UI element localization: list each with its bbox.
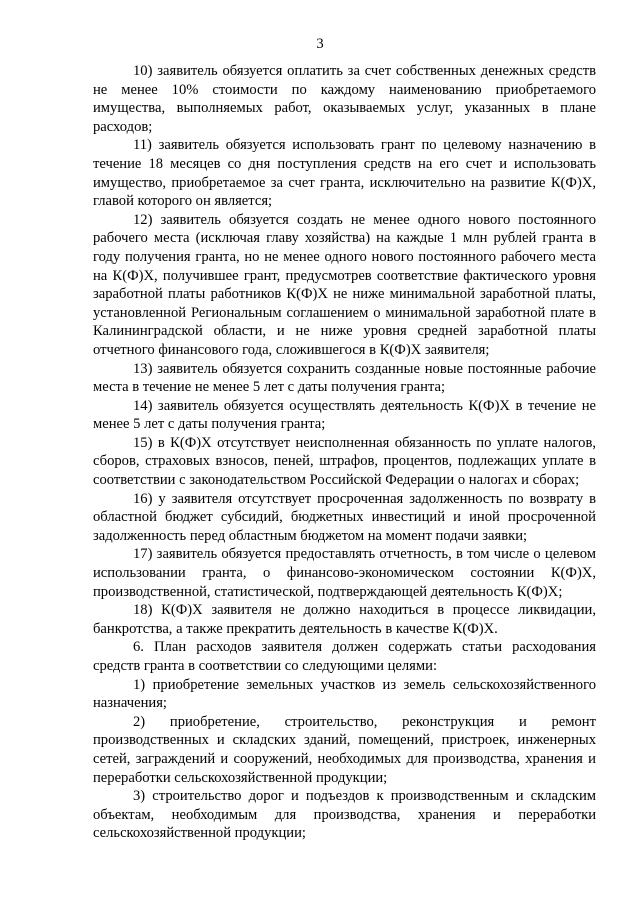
- paragraph-item-12: 12) заявитель обязуется создать не менее одного нового постоянного рабочего места (исключая главу хозяйства) на каждые 1 млн рублей гранта в году получения гранта, но не менее одного нового постоянного рабочего места на К(Ф)Х, получившее грант, предусмотрев соответствие фактического уровня заработной платы работников К(Ф)Х не ниже минимальной заработной платы, установленной Региональным соглашением о минимальной заработной плате в Калининградской области, и не ниже уровня средней заработной платы отчетного финансового года, сложившегося в К(Ф)Х заявителя;: [93, 211, 596, 358]
- section-6-heading: 6. План расходов заявителя должен содержать статьи расходования средств гранта в соответствии со следующими целями:: [93, 639, 596, 674]
- expense-item-1: 1) приобретение земельных участков из земель сельскохозяйственного назначения;: [93, 676, 596, 712]
- page-number: 3: [316, 36, 324, 52]
- paragraph-item-13: 13) заявитель обязуется сохранить созданные новые постоянные рабочие места в течение не менее 5 лет с даты получения гранта;: [93, 360, 596, 396]
- document-body: [93, 62, 596, 843]
- expense-item-2: 2) приобретение, строительство, реконструкция и ремонт производственных и складских зданий, помещений, пристроек, инженерных сетей, заграждений и сооружений, необходимых для производства, хранения и переработки сельскохозяйственной продукции;: [93, 713, 596, 786]
- paragraph-item-17: 17) заявитель обязуется предоставлять отчетность, в том числе о целевом использовании гранта, о финансово-экономическом состоянии К(Ф)Х, производственной, статистической, подтверждающей деятельность К(Ф)Х;: [93, 546, 596, 600]
- paragraph-item-14: 14) заявитель обязуется осуществлять деятельность К(Ф)Х в течение не менее 5 лет с даты получения гранта;: [93, 397, 596, 433]
- paragraph-item-15: 15) в К(Ф)Х отсутствует неисполненная обязанность по уплате налогов, сборов, страховых взносов, пеней, штрафов, процентов, подлежащих уплате в соответствии с законодательством Российской Федерации о налогах и сборах;: [93, 434, 596, 489]
- expense-item-3: 3) строительство дорог и подъездов к производственным и складским объектам, необходимым для производства, хранения и переработки сельскохозяйственной продукции;: [93, 788, 596, 842]
- paragraph-item-18: 18) К(Ф)Х заявителя не должно находиться в процессе ликвидации, банкротства, а также прекратить деятельность в качестве К(Ф)Х.: [93, 602, 596, 637]
- paragraph-item-11: 11) заявитель обязуется использовать грант по целевому назначению в течение 18 месяцев со дня поступления средств на его счет и использовать имущество, приобретаемое за счет гранта, исключительно на развитие К(Ф)Х, главой которого он является;: [93, 137, 596, 210]
- paragraph-item-10: 10) заявитель обязуется оплатить за счет собственных денежных средств не менее 10% стоимости по каждому наименованию приобретаемого имущества, выполняемых работ, оказываемых услуг, указанных в плане расходов;: [93, 63, 596, 135]
- paragraph-item-16: 16) у заявителя отсутствует просроченная задолженность по возврату в областной бюджет субсидий, бюджетных инвестиций и иной просроченной задолженность перед областным бюджетом на момент подачи заявки;: [93, 490, 596, 544]
